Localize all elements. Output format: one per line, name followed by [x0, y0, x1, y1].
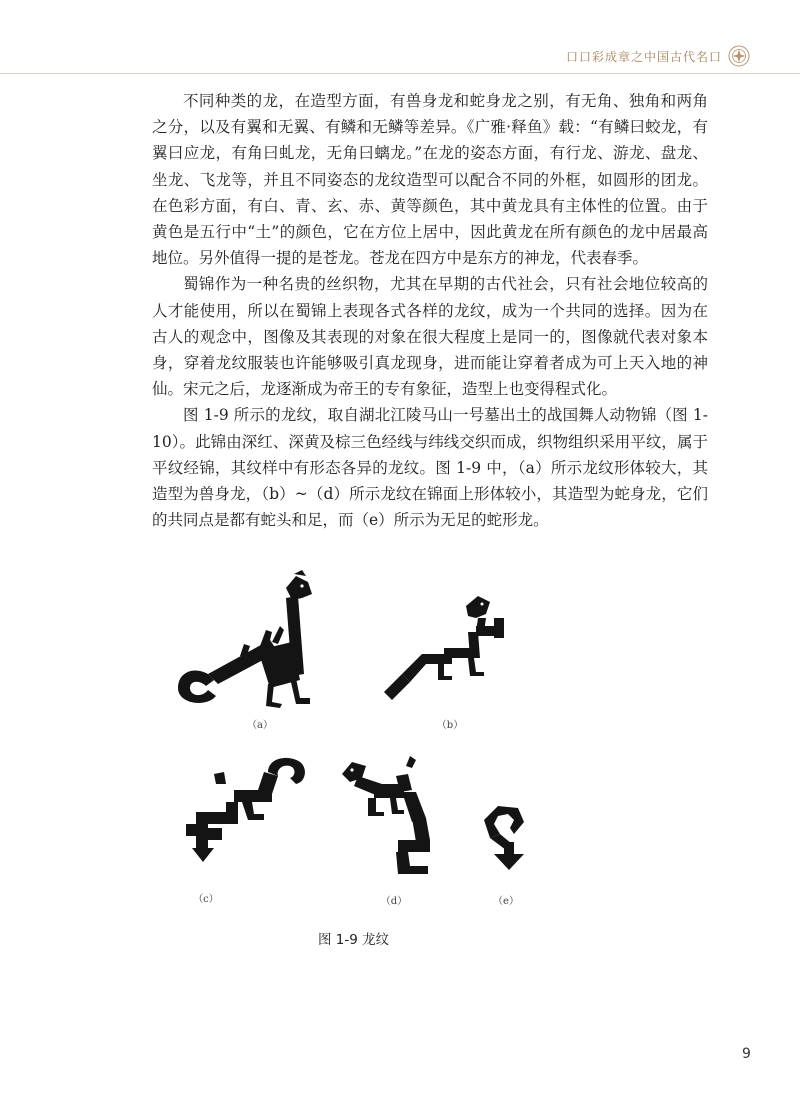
dragon-c-panel — [172, 754, 312, 905]
dragon-c-illustration — [172, 754, 312, 866]
paragraph-1: 不同种类的龙，在造型方面，有兽身龙和蛇身龙之别，有无角、独角和两角之分，以及有翼和无翼、有鳞和无鳞等差异。《广雅·释鱼》载：“有鳞曰蛟龙，有翼曰应龙，有角曰虬龙，无角曰螭龙。”在龙的姿态方面，有行龙、游龙、盘龙、坐龙、飞龙等，并且不同姿态的龙纹造型可以配合不同的外框，如圆形的团龙。在色彩方面，有白、青、玄、赤、黄等颜色，其中黄龙具有主体性的位置。由于黄色是五行中“土”的颜色，它在方位上居中，因此黄龙在所有颜色的龙中居最高地位。另外值得一提的是苍龙。苍龙在四方中是东方的神龙，代表春季。 — [152, 92, 708, 268]
dragon-b-illustration — [382, 592, 522, 704]
dragon-d-panel — [338, 756, 448, 907]
label-a: （a） — [247, 720, 273, 731]
dragon-a-illustration — [174, 570, 344, 710]
page-number: 9 — [742, 1046, 751, 1062]
header-rule — [0, 73, 800, 74]
ornament-emblem-icon — [728, 45, 750, 67]
label-c: （c） — [193, 894, 219, 905]
figure-caption: 图 1-9 龙纹 — [318, 932, 390, 948]
paragraph-3: 图 1-9 所示的龙纹，取自湖北江陵马山一号墓出土的战国舞人动物锦（图 1-10）。此锦由深红、深黄及棕三色经线与纬线交织而成，织物组织采用平纹，属于平纹经锦，其纹样中有形态各异的龙纹。图 1-9 中，（a）所示龙纹形体较大，其造型为兽身龙，（b）~（d）所示龙纹在锦面上形体较小，其造型为蛇身龙，它们的共同点是都有蛇头和足，而（e）所示为无足的蛇形龙。 — [152, 406, 708, 530]
dragon-a-panel — [174, 570, 344, 731]
label-d: （d） — [380, 896, 408, 907]
dragon-e-illustration — [478, 804, 534, 872]
running-header — [540, 44, 750, 68]
dragon-figure — [160, 570, 580, 990]
dragon-d-illustration — [338, 756, 448, 876]
dragon-e-panel — [478, 804, 534, 907]
label-e: （e） — [493, 896, 519, 907]
dragon-b-panel — [382, 592, 522, 731]
body-text — [152, 88, 708, 533]
label-b: （b） — [436, 720, 464, 731]
paragraph-2: 蜀锦作为一种名贵的丝织物，尤其在早期的古代社会，只有社会地位较高的人才能使用，所以在蜀锦上表现各式各样的龙纹，成为一个共同的选择。因为在古人的观念中，图像及其表现的对象在很大程度上是同一的，图像就代表对象本身，穿着龙纹服装也许能够吸引真龙现身，进而能让穿着者成为可上天入地的神仙。宋元之后，龙逐渐成为帝王的专有象征，造型上也变得程式化。 — [152, 275, 708, 399]
running-header-title: 口口彩成章之中国古代名口 — [565, 49, 722, 64]
